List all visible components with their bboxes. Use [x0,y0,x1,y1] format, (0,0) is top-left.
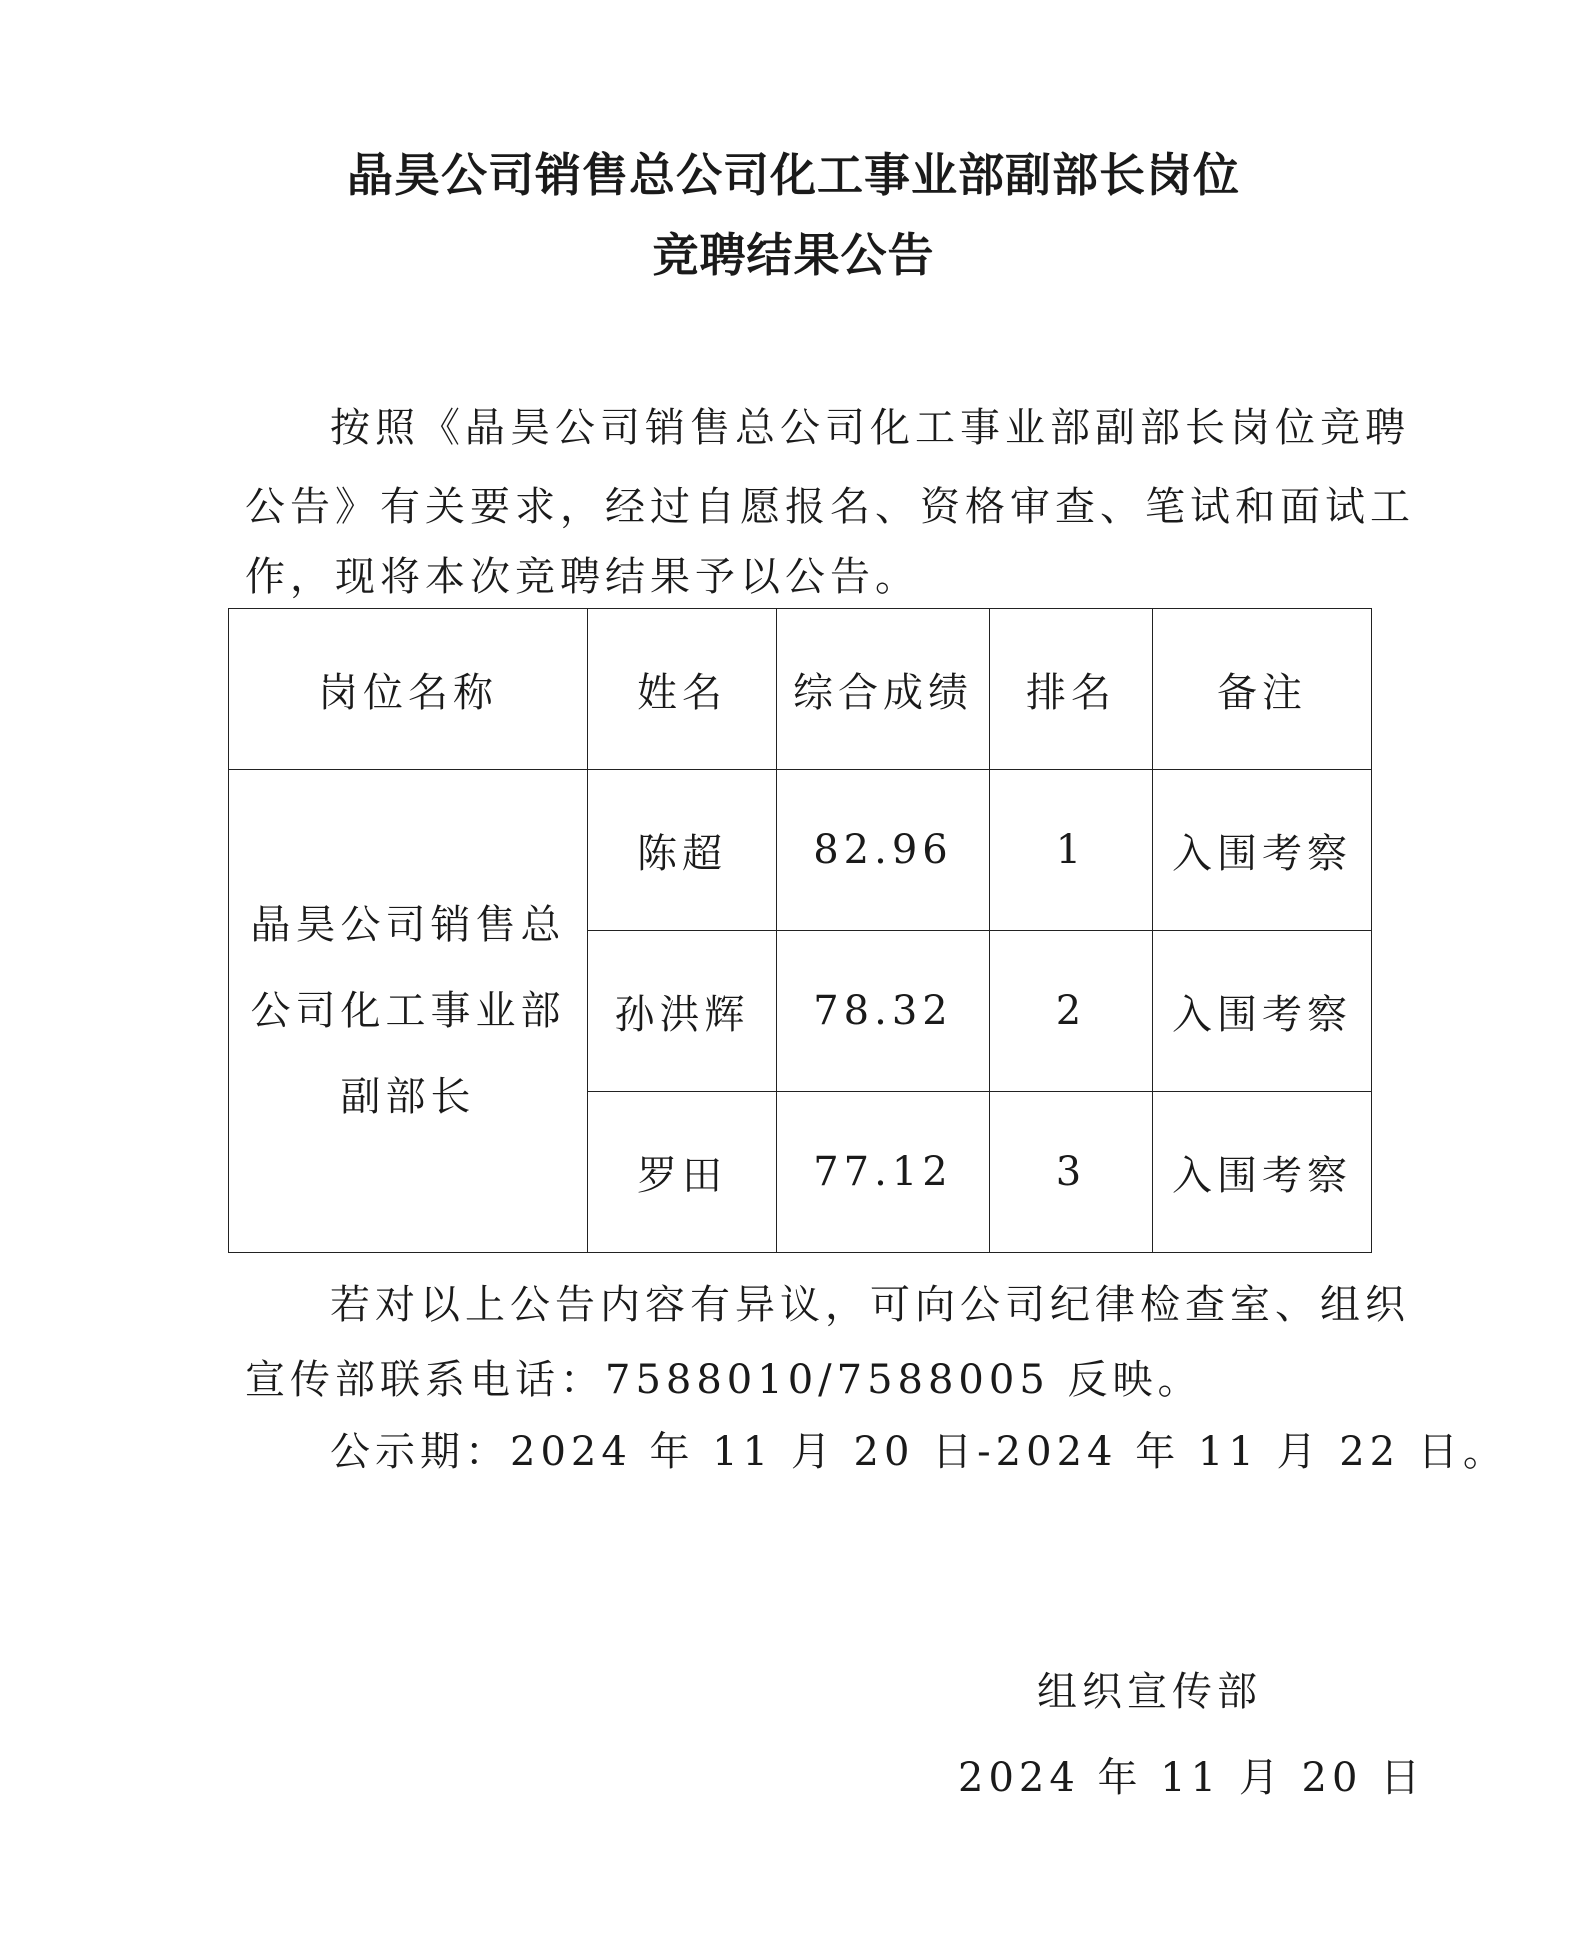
candidate-name: 陈超 [588,770,777,931]
results-table [228,608,1372,1253]
document-title-line2: 竞聘结果公告 [652,228,935,282]
table-header-row [229,609,1372,770]
candidate-rank: 3 [990,1092,1153,1253]
candidate-note: 入围考察 [1153,931,1372,1092]
objection-line1: 若对以上公告内容有异议，可向公司纪律检查室、组织 [330,1282,1410,1328]
candidate-score: 82.96 [777,770,990,931]
candidate-name: 罗田 [588,1092,777,1253]
publicity-period: 公示期：2024 年 11 月 20 日-2024 年 11 月 22 日。 [330,1429,1508,1475]
position-cell: 晶昊公司销售总公司化工事业部副部长 [229,770,588,1253]
signature-date: 2024 年 11 月 20 日 [958,1755,1426,1801]
candidate-rank: 2 [990,931,1153,1092]
candidate-note: 入围考察 [1153,1092,1372,1253]
candidate-score: 77.12 [777,1092,990,1253]
candidate-rank: 1 [990,770,1153,931]
intro-line2: 公告》有关要求，经过自愿报名、资格审查、笔试和面试工 [245,484,1415,530]
header-rank: 排名 [990,609,1153,770]
candidate-name: 孙洪辉 [588,931,777,1092]
objection-line2: 宣传部联系电话：7588010/7588005 反映。 [245,1357,1203,1403]
candidate-note: 入围考察 [1153,770,1372,931]
candidate-score: 78.32 [777,931,990,1092]
header-name: 姓名 [588,609,777,770]
table-row [229,770,1372,931]
document-title-line1: 晶昊公司销售总公司化工事业部副部长岗位 [347,148,1240,202]
header-position: 岗位名称 [229,609,588,770]
intro-line1: 按照《晶昊公司销售总公司化工事业部副部长岗位竞聘 [330,405,1410,451]
header-note: 备注 [1153,609,1372,770]
signature-department: 组织宣传部 [1037,1669,1262,1715]
header-score: 综合成绩 [777,609,990,770]
intro-line3: 作，现将本次竞聘结果予以公告。 [245,554,920,600]
